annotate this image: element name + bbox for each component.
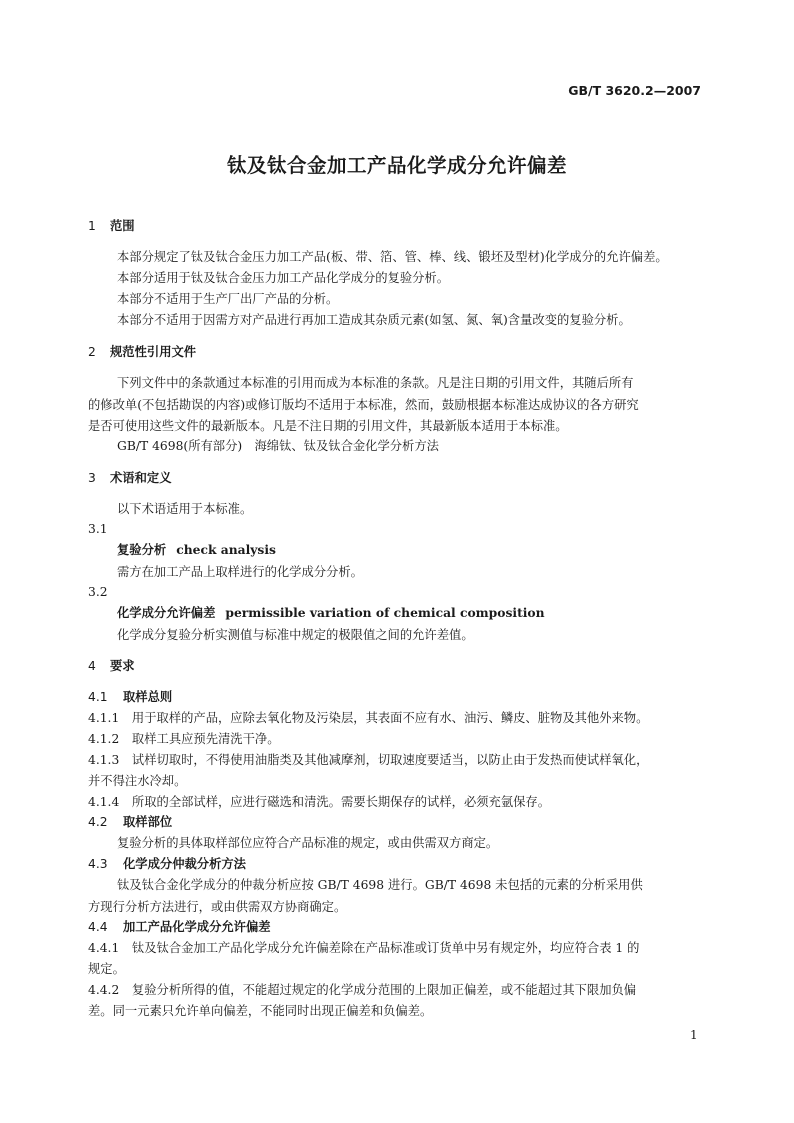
paragraph-continuation: 是否可使用这些文件的最新版本。凡是不注日期的引用文件，其最新版本适用于本标准。 bbox=[88, 419, 568, 433]
term-entry bbox=[117, 604, 737, 622]
clause-number: 4.4.1 bbox=[88, 941, 120, 955]
normative-reference: GB/T 4698(所有部分) 海绵钛、钛及钛合金化学分析方法 bbox=[117, 439, 439, 453]
clause-title: 化学成分仲裁分析方法 bbox=[123, 857, 246, 871]
clause-number: 4.1.1 bbox=[88, 711, 120, 725]
term-chinese: 复验分析 bbox=[117, 543, 167, 557]
clause-text: 取样工具应预先清洗干净。 bbox=[131, 732, 280, 746]
term-number: 3.1 bbox=[88, 522, 108, 536]
section-2-number: 2 bbox=[88, 345, 96, 359]
paragraph: 本部分不适用于因需方对产品进行再加工造成其杂质元素(如氢、氮、氧)含量改变的复验分析。 bbox=[117, 313, 631, 327]
clause-4-1-2 bbox=[88, 730, 708, 748]
paragraph: 下列文件中的条款通过本标准的引用而成为本标准的条款。凡是注日期的引用文件，其随后所有 bbox=[117, 376, 634, 390]
paragraph: 本部分规定了钛及钛合金压力加工产品(板、带、箔、管、棒、线、锻坯及型材)化学成分的允许偏差。 bbox=[117, 250, 668, 264]
clause-number: 4.1 bbox=[88, 690, 108, 704]
section-1-title: 范围 bbox=[110, 219, 135, 233]
clause-number: 4.1.3 bbox=[88, 753, 120, 767]
paragraph: 本部分不适用于生产厂出厂产品的分析。 bbox=[117, 292, 339, 306]
clause-4-1-heading bbox=[88, 688, 708, 706]
clause-text: 所取的全部试样，应进行磁选和清洗。需要长期保存的试样，必须充氩保存。 bbox=[131, 795, 551, 809]
clause-number: 4.3 bbox=[88, 857, 108, 871]
section-3-number: 3 bbox=[88, 471, 96, 485]
clause-continuation: 规定。 bbox=[88, 962, 125, 976]
clause-4-1-3 bbox=[88, 751, 708, 769]
clause-title: 取样总则 bbox=[123, 690, 173, 704]
clause-continuation: 并不得注水冷却。 bbox=[88, 774, 187, 788]
section-2-heading bbox=[88, 343, 708, 361]
section-1-number: 1 bbox=[88, 219, 96, 233]
term-entry bbox=[117, 541, 737, 559]
section-1-heading bbox=[88, 217, 708, 235]
clause-text: 复验分析所得的值，不能超过规定的化学成分范围的上限加正偏差，或不能超过其下限加负偏 bbox=[131, 983, 637, 997]
clause-4-3-heading bbox=[88, 855, 708, 873]
section-4-title: 要求 bbox=[110, 659, 135, 673]
clause-number: 4.2 bbox=[88, 815, 108, 829]
section-4-number: 4 bbox=[88, 659, 96, 673]
term-number: 3.2 bbox=[88, 585, 108, 599]
clause-4-4-heading bbox=[88, 918, 708, 936]
clause-text: 试样切取时，不得使用油脂类及其他减摩剂，切取速度要适当，以防止由于发热而使试样氧化， bbox=[131, 753, 649, 767]
clause-number: 4.4.2 bbox=[88, 983, 120, 997]
term-definition: 化学成分复验分析实测值与标准中规定的极限值之间的允许差值。 bbox=[117, 628, 474, 642]
paragraph-continuation: 方现行分析方法进行，或由供需双方协商确定。 bbox=[88, 900, 347, 914]
paragraph: 复验分析的具体取样部位应符合产品标准的规定，或由供需双方商定。 bbox=[117, 836, 499, 850]
page-number: 1 bbox=[690, 1028, 698, 1042]
clause-title: 加工产品化学成分允许偏差 bbox=[123, 920, 271, 934]
clause-continuation: 差。同一元素只允许单向偏差，不能同时出现正偏差和负偏差。 bbox=[88, 1004, 433, 1018]
paragraph: 钛及钛合金化学成分的仲裁分析应按 GB/T 4698 进行。GB/T 4698 未包括的元素的分析采用供 bbox=[117, 878, 643, 892]
clause-text: 钛及钛合金加工产品化学成分允许偏差除在产品标准或订货单中另有规定外，均应符合表 1 的 bbox=[131, 941, 640, 955]
section-3-title: 术语和定义 bbox=[110, 471, 172, 485]
document-title: 钛及钛合金加工产品化学成分允许偏差 bbox=[226, 154, 567, 177]
term-english: permissible variation of chemical composition bbox=[225, 605, 545, 620]
paragraph: 本部分适用于钛及钛合金压力加工产品化学成分的复验分析。 bbox=[117, 271, 450, 285]
clause-4-2-heading bbox=[88, 813, 708, 831]
clause-number: 4.4 bbox=[88, 920, 108, 934]
clause-number: 4.1.4 bbox=[88, 795, 120, 809]
section-3-heading bbox=[88, 469, 708, 487]
term-chinese: 化学成分允许偏差 bbox=[117, 606, 216, 620]
section-2-title: 规范性引用文件 bbox=[110, 345, 197, 359]
term-definition: 需方在加工产品上取样进行的化学成分分析。 bbox=[117, 565, 363, 579]
clause-4-4-1 bbox=[88, 939, 708, 957]
term-english: check analysis bbox=[176, 542, 276, 557]
section-4-heading bbox=[88, 657, 708, 675]
clause-4-1-1 bbox=[88, 709, 708, 727]
clause-title: 取样部位 bbox=[123, 815, 173, 829]
clause-4-4-2 bbox=[88, 981, 708, 999]
paragraph-continuation: 的修改单(不包括勘误的内容)或修订版均不适用于本标准，然而，鼓励根据本标准达成协议的各方研究 bbox=[88, 398, 639, 412]
clause-text: 用于取样的产品，应除去氧化物及污染层，其表面不应有水、油污、鳞皮、脏物及其他外来物。 bbox=[131, 711, 649, 725]
clause-number: 4.1.2 bbox=[88, 732, 120, 746]
standard-number: GB/T 3620.2—2007 bbox=[568, 83, 701, 98]
paragraph: 以下术语适用于本标准。 bbox=[117, 502, 253, 516]
clause-4-1-4 bbox=[88, 793, 708, 811]
